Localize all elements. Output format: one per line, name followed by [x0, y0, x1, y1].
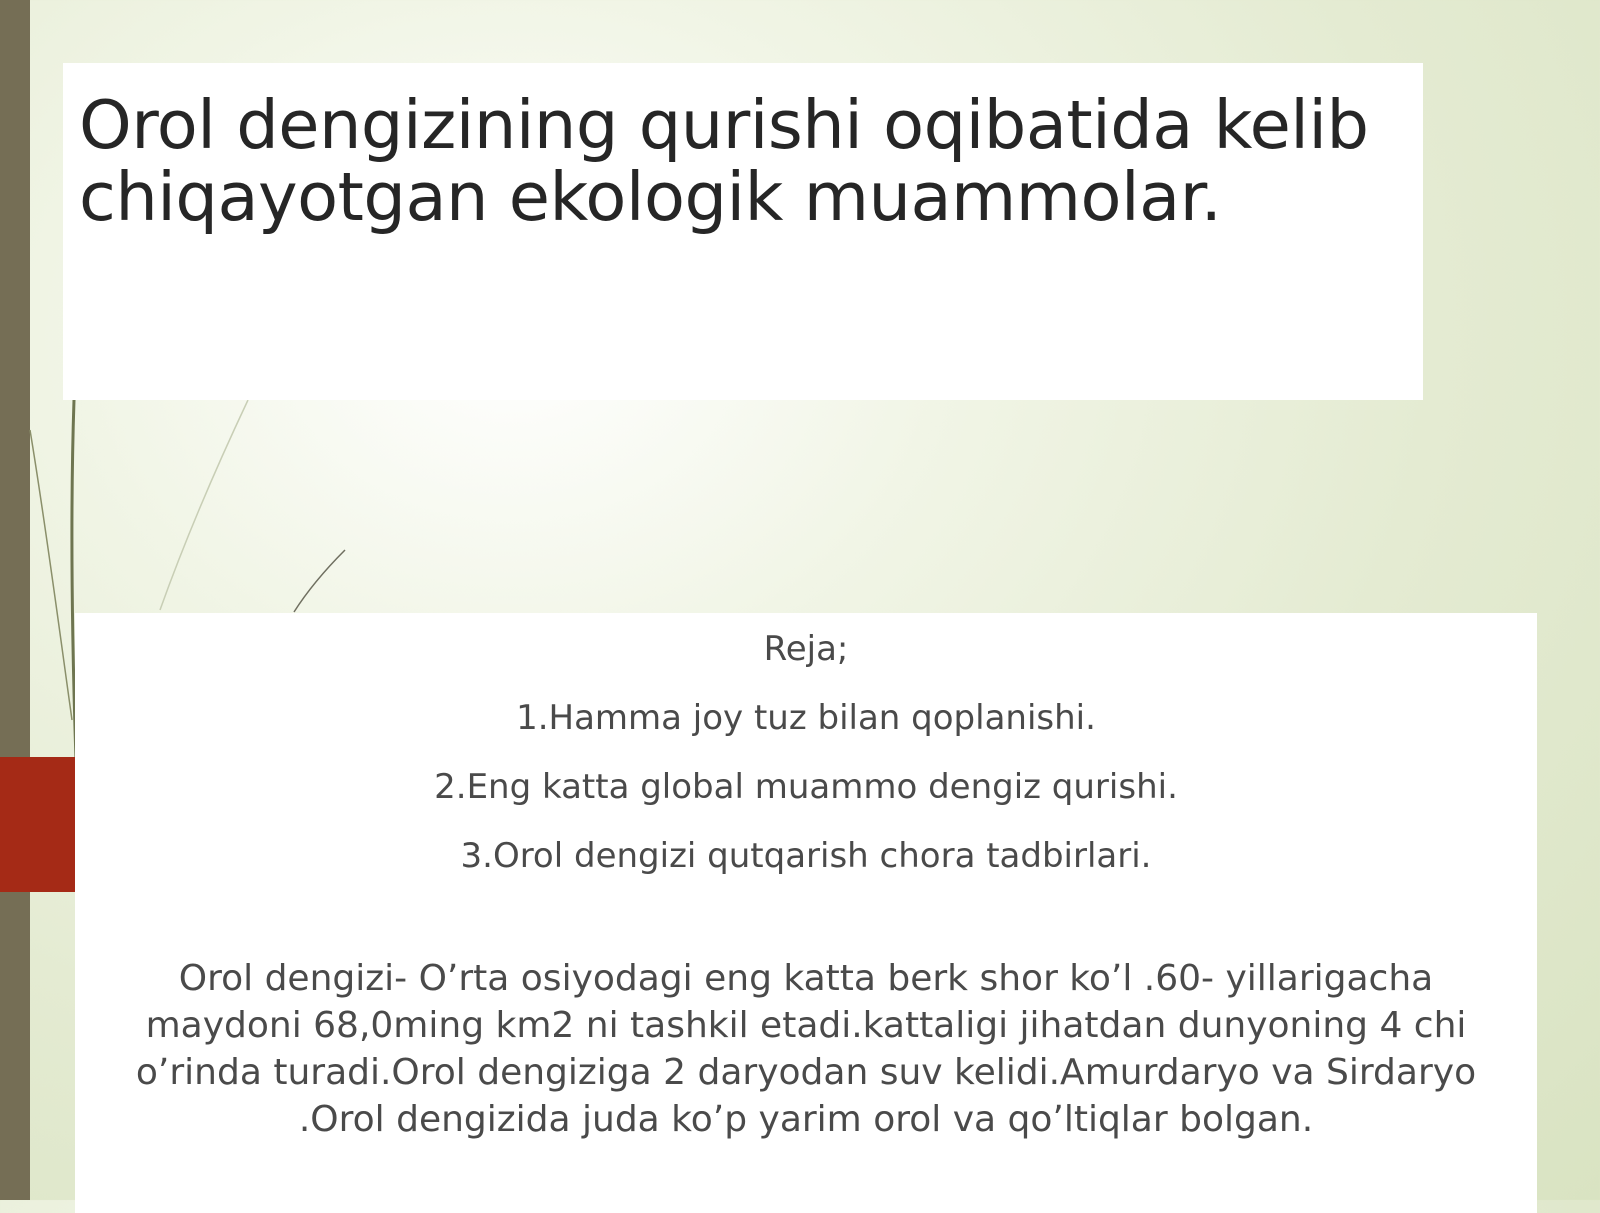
- title-box: [63, 63, 1423, 400]
- spacer: [95, 903, 1517, 955]
- plan-item: 3.Orol dengizi qutqarish chora tadbirlari.: [460, 836, 1152, 876]
- plan-item: 2.Eng katta global muammo dengiz qurishi.: [434, 767, 1178, 807]
- body-paragraph: Orol dengizi- O’rta osiyodagi eng katta berk shor ko’l .60- yillarigacha maydoni 68,0ming km2 ni tashkil etadi.kattaligi jihatdan dunyoning 4 chi o’rinda turadi.Orol dengiziga 2 daryodan suv kelidi.Amurdaryo va Sirdaryo .Orol dengizida juda ko’p yarim orol va qo’ltiqlar bolgan.: [135, 958, 1477, 1140]
- plan-heading: Reja;: [763, 629, 849, 669]
- content-box: [75, 613, 1537, 1213]
- accent-block: [0, 757, 75, 892]
- plan-item: 1.Hamma joy tuz bilan qoplanishi.: [516, 698, 1096, 738]
- left-decor-bar: [0, 0, 30, 1200]
- plan-list: [95, 696, 1517, 878]
- slide-title: Orol dengizining qurishi oqibatida kelib chiqayotgan ekologik muammolar.: [79, 86, 1369, 236]
